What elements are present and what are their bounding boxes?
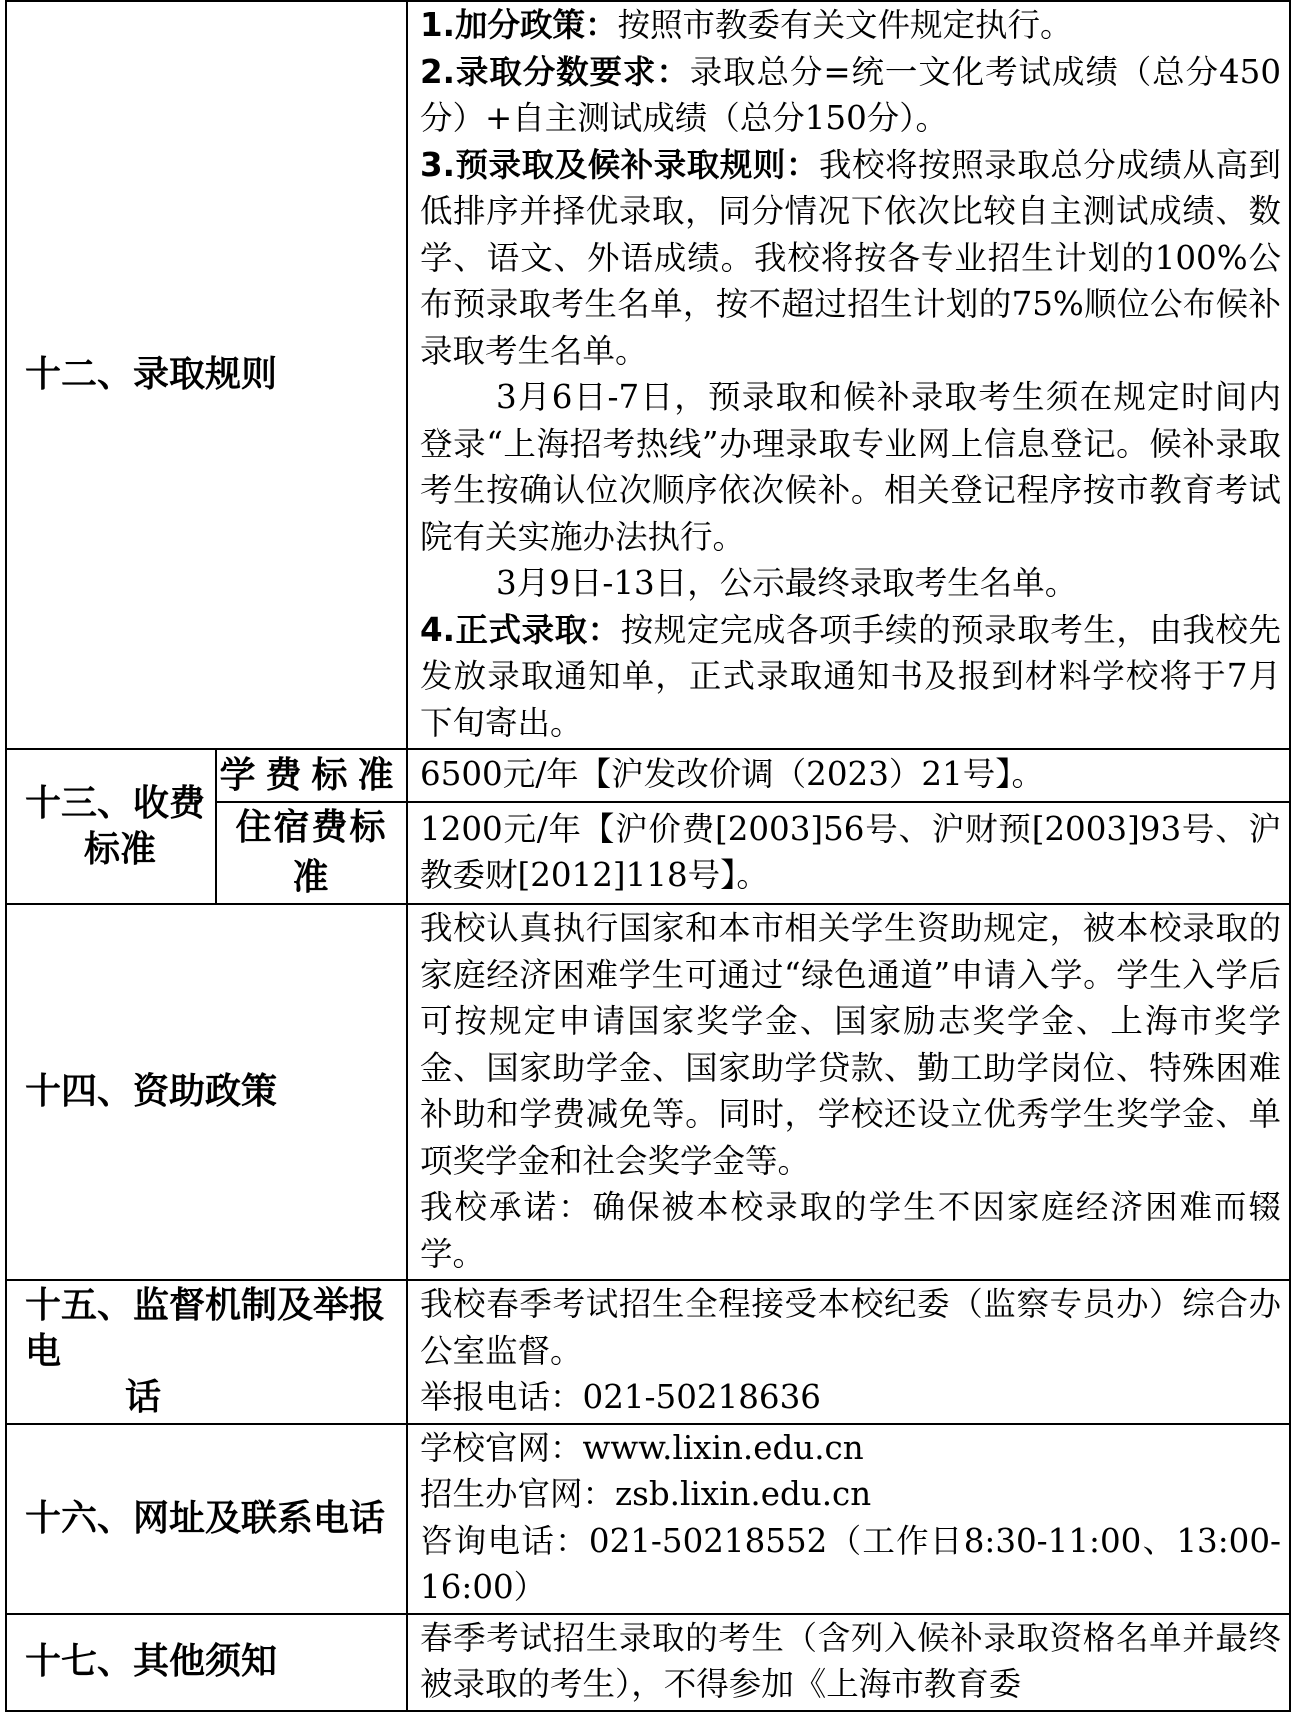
- bonus-policy: [420, 2, 1281, 49]
- pre-admission-heading: 3.预录取及候补录取规则：: [420, 145, 819, 184]
- financial-aid-content: [407, 904, 1290, 1280]
- supervision-label-line1: 十五、监督机制及举报电: [25, 1284, 386, 1372]
- row-supervision: [6, 1280, 1290, 1424]
- section-label-fees: [6, 749, 216, 904]
- contact-content: [407, 1424, 1290, 1614]
- fees-label-line2: 标准: [83, 828, 156, 870]
- score-requirement-text: 录取总分=统一文化考试成绩（总分450分）+自主测试成绩（总分150分）。: [420, 52, 1282, 137]
- bonus-policy-heading: 1.加分政策：: [420, 6, 618, 44]
- tuition-text: 6500元/年【沪发改价调（2023）21号】。: [407, 749, 1290, 802]
- section-label-financial-aid: 十四、资助政策: [6, 904, 407, 1280]
- score-requirement-heading: 2.录取分数要求：: [420, 52, 690, 91]
- pre-admission-rules: [420, 142, 1281, 375]
- financial-aid-text: 我校认真执行国家和本市相关学生资助规定，被本校录取的家庭经济困难学生可通过“绿色通道”申请入学。学生入学后可按规定申请国家奖学金、国家励志奖学金、上海市奖学金、国家助学金、国家助学贷款、勤工助学岗位、特殊困难补助和学费减免等。同时，学校还设立优秀学生奖学金、单项奖学金和社会奖学金等。: [420, 909, 1282, 1180]
- row-other-notes: [6, 1614, 1290, 1711]
- publicity-paragraph: 3月9日-13日，公示最终录取考生名单。: [496, 564, 1078, 602]
- row-contact: [6, 1424, 1290, 1614]
- row-financial-aid: [6, 904, 1290, 1280]
- supervision-text: 我校春季考试招生全程接受本校纪委（监察专员办）综合办公室监督。: [420, 1285, 1282, 1370]
- fees-label-line1: 十三、收费: [25, 782, 206, 824]
- admission-rules-content: [407, 1, 1290, 749]
- formal-admission-text: 按规定完成各项手续的预录取考生，由我校先发放录取通知单，正式录取通知书及报到材料学校将于7月下旬寄出。: [420, 610, 1282, 742]
- row-admission-rules: [6, 1, 1290, 749]
- dorm-fee-text: 1200元/年【沪价费[2003]56号、沪财预[2003]93号、沪教委财[2012]118号】。: [407, 802, 1290, 904]
- tuition-label: 学费标准: [216, 749, 407, 802]
- registration-paragraph: 3月6日-7日，预录取和候补录取考生须在规定时间内登录“上海招考热线”办理录取专业网上信息登记。候补录取考生按确认位次顺序依次候补。相关登记程序按市教育考试院有关实施办法执行。: [420, 378, 1282, 556]
- formal-admission-heading: 4.正式录取：: [420, 610, 621, 649]
- financial-aid-promise: 我校承诺：确保被本校录取的学生不因家庭经济困难而辍学。: [420, 1188, 1282, 1273]
- school-website: 学校官网：www.lixin.edu.cn: [420, 1428, 864, 1467]
- formal-admission: [420, 607, 1281, 747]
- section-label-contact: 十六、网址及联系电话: [6, 1424, 407, 1614]
- dorm-fee-label: 住宿费标准: [216, 802, 407, 904]
- report-phone: 举报电话：021-50218636: [420, 1378, 821, 1416]
- row-tuition: [6, 749, 1290, 802]
- supervision-label-line2: 话: [125, 1376, 162, 1418]
- section-label-other-notes: 十七、其他须知: [6, 1614, 407, 1711]
- pre-admission-text: 我校将按照录取总分成绩从高到低排序并择优录取，同分情况下依次比较自主测试成绩、数学、语文、外语成绩。我校将按各专业招生计划的100%公布预录取考生名单，按不超过招生计划的75%顺位公布候补录取考生名单。: [420, 145, 1282, 370]
- supervision-content: [407, 1280, 1290, 1424]
- score-requirement: [420, 49, 1281, 142]
- section-label-supervision: [6, 1280, 407, 1424]
- admission-rules-table: [5, 0, 1291, 1712]
- consult-phone: 咨询电话：021-50218552（工作日8:30-11:00、13:00-16:00）: [420, 1521, 1282, 1606]
- section-label-admission-rules: 十二、录取规则: [6, 1, 407, 749]
- admission-office-website: 招生办官网：zsb.lixin.edu.cn: [420, 1475, 872, 1513]
- bonus-policy-text: 按照市教委有关文件规定执行。: [617, 6, 1073, 44]
- other-notes-text: 春季考试招生录取的考生（含列入候补录取资格名单并最终被录取的考生），不得参加《上海市教育委: [407, 1614, 1290, 1711]
